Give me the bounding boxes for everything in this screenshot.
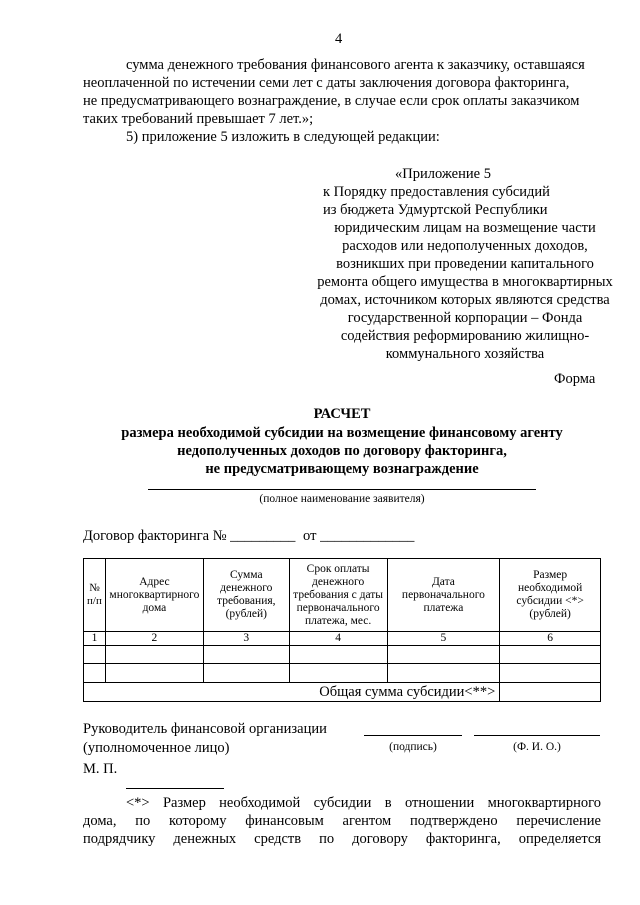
page-title: РАСЧЕТ <box>313 406 371 422</box>
footnote-line: дома, по которому финансовым агентом подтверждено перечисление <box>83 813 601 829</box>
applicant-line <box>148 489 536 490</box>
table-row <box>84 664 601 683</box>
table-cell <box>105 646 203 664</box>
table-row <box>84 646 601 664</box>
name-line <box>474 735 600 736</box>
column-number: 2 <box>105 632 203 646</box>
footnote-line: <*> Размер необходимой субсидии в отношении многоквартирного <box>126 795 601 811</box>
header-cell: Адрес многоквартирного дома <box>105 559 203 632</box>
appendix-line: из бюджета Удмуртской Республики <box>323 202 548 218</box>
intro-paragraph <box>83 56 601 128</box>
table-cell <box>289 646 387 664</box>
title-subtitle <box>83 424 601 478</box>
appendix-line: «Приложение 5 <box>395 166 491 182</box>
appendix-line: возникших при проведении капитального <box>336 256 594 272</box>
text-line: сумма денежного требования финансового агента к заказчику, оставшаяся <box>126 57 585 73</box>
name-caption: (Ф. И. О.) <box>513 741 561 753</box>
column-number: 1 <box>84 632 106 646</box>
table-header-row <box>84 559 601 632</box>
table-cell <box>84 664 106 683</box>
applicant-caption: (полное наименование заявителя) <box>259 493 425 505</box>
appendix-line: к Порядку предоставления субсидий <box>323 184 550 200</box>
table-cell <box>105 664 203 683</box>
header-cell: Дата первоначального платежа <box>387 559 500 632</box>
contract-from: от <box>303 528 317 544</box>
header-cell: Размер необходимой субсидии <*> (рублей) <box>500 559 601 632</box>
text-line: не предусматривающего вознаграждение, в случае если срок оплаты заказчиком <box>83 93 580 109</box>
header-cell: Срок оплаты денежного требования с даты первоначального платежа, мес. <box>289 559 387 632</box>
table-cell <box>387 664 500 683</box>
item-5: 5) приложение 5 изложить в следующей редакции: <box>126 129 440 145</box>
column-number: 4 <box>289 632 387 646</box>
signature-caption: (подпись) <box>389 741 437 753</box>
appendix-line: расходов или недополученных доходов, <box>342 238 588 254</box>
table-cell <box>84 646 106 664</box>
appendix-line: государственной корпорации – Фонда <box>347 310 583 326</box>
signatory-subtitle: (уполномоченное лицо) <box>83 740 230 756</box>
table-total-row <box>84 683 601 702</box>
table-cell <box>203 664 289 683</box>
appendix-line: юридическим лицам на возмещение части <box>334 220 596 236</box>
form-label: Форма <box>554 371 596 387</box>
header-cell: № п/п <box>84 559 106 632</box>
total-label: Общая сумма субсидии<**> <box>84 683 500 702</box>
contract-line <box>83 527 414 545</box>
stamp-label: М. П. <box>83 761 118 777</box>
appendix-line: содействия реформированию жилищно- <box>340 328 590 344</box>
contract-date-blank: _____________ <box>320 528 415 544</box>
column-number: 5 <box>387 632 500 646</box>
column-number: 6 <box>500 632 601 646</box>
signature-line <box>364 735 462 736</box>
total-value-cell <box>500 683 601 702</box>
appendix-header <box>300 165 630 363</box>
subsidy-table <box>83 558 601 702</box>
table-cell <box>203 646 289 664</box>
subtitle-line: размера необходимой субсидии на возмещение финансовому агенту <box>121 425 563 441</box>
footnote <box>83 794 601 848</box>
contract-label: Договор факторинга № <box>83 528 227 544</box>
table-cell <box>500 646 601 664</box>
appendix-line: ремонта общего имущества в многоквартирных <box>317 274 613 290</box>
footnote-line: подрядчику денежных средств по договору факторинга, определяется <box>83 831 601 847</box>
table-cell <box>500 664 601 683</box>
text-line: неоплаченной по истечении семи лет с даты заключения договора факторинга, <box>83 75 570 91</box>
text-line: таких требований превышает 7 лет.»; <box>83 111 314 127</box>
footnote-separator <box>126 788 224 789</box>
table-cell <box>289 664 387 683</box>
contract-number-blank: _________ <box>230 528 296 544</box>
appendix-line: коммунального хозяйства <box>385 346 545 362</box>
subtitle-line: недополученных доходов по договору факторинга, <box>177 443 507 459</box>
subtitle-line: не предусматривающему вознаграждение <box>205 461 479 477</box>
page-number: 4 <box>335 31 343 47</box>
appendix-line: домах, источником которых являются средства <box>320 292 610 308</box>
table-cell <box>387 646 500 664</box>
column-number: 3 <box>203 632 289 646</box>
table-number-row <box>84 632 601 646</box>
signatory-title: Руководитель финансовой организации <box>83 721 327 737</box>
header-cell: Сумма денежного требования, (рублей) <box>203 559 289 632</box>
